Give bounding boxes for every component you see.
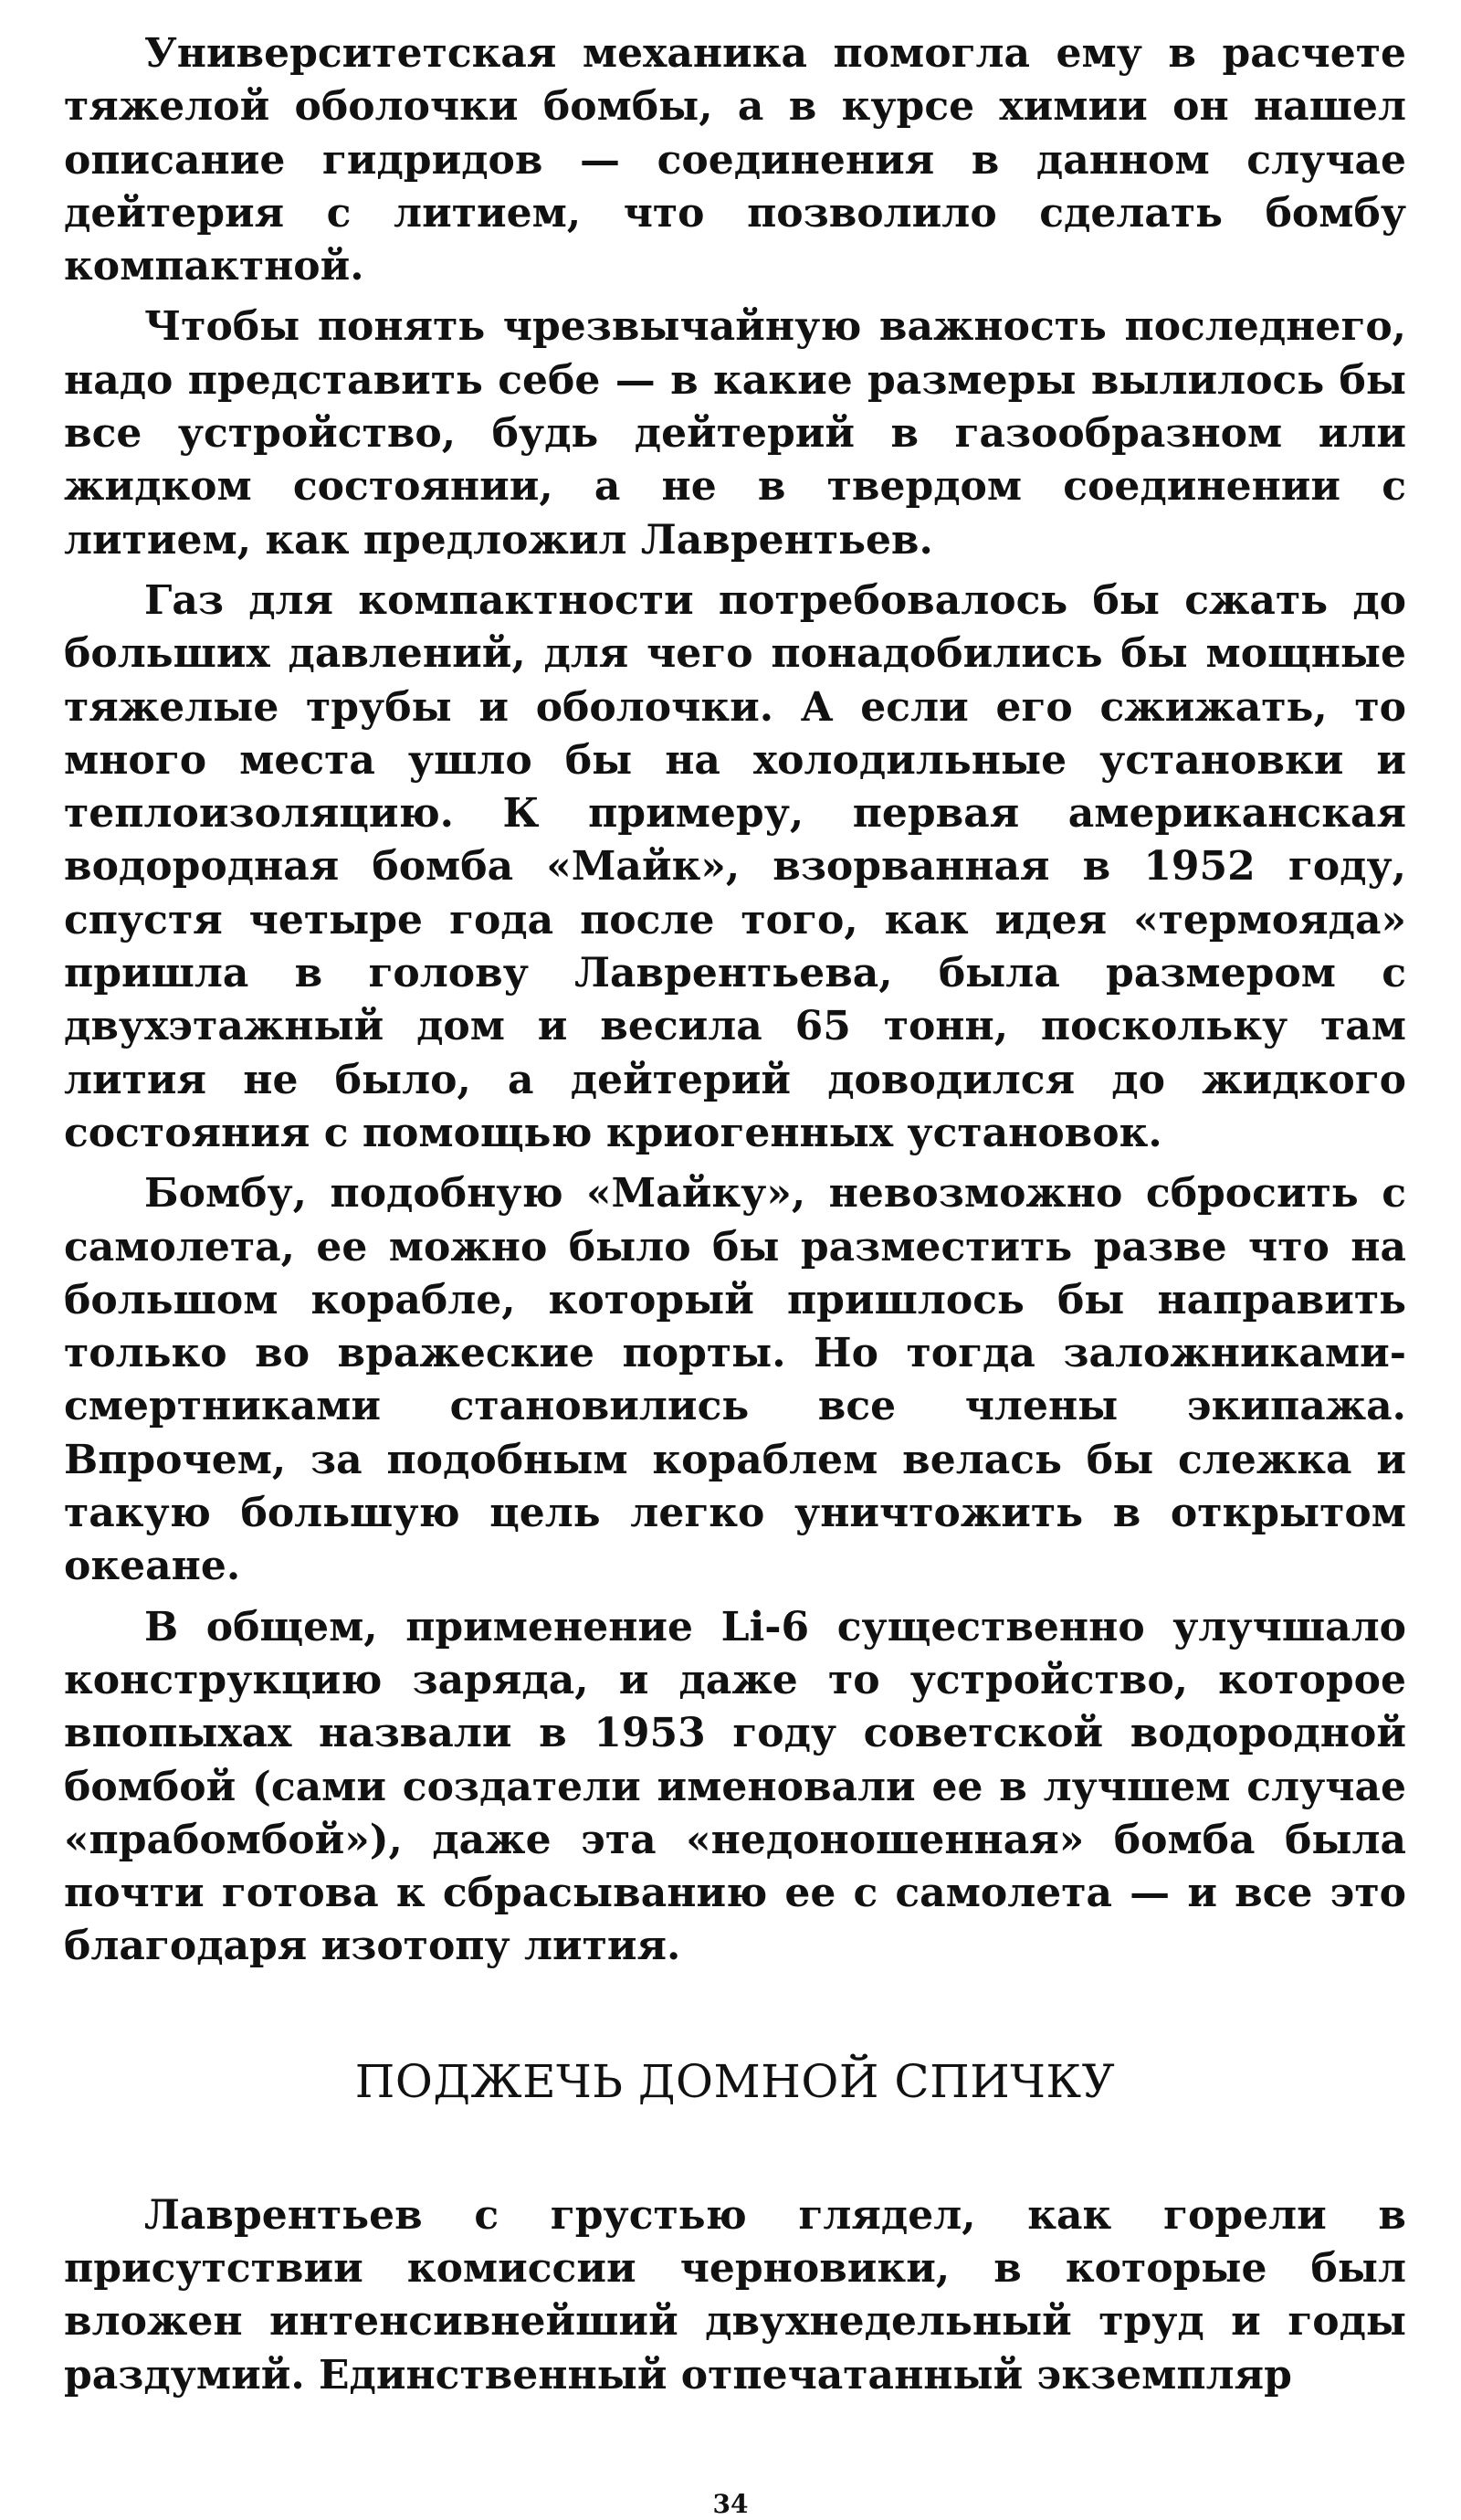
section-heading: ПОДЖЕЧЬ ДОМНОЙ СПИЧКУ <box>354 2054 1116 2108</box>
paragraph-6: Лаврентьев с грустью глядел, как горели в присутствии комиссии черновики, в которые был вложен интенсивнейший двухнедельный труд и годы раздумий. Единственный отпечатанный экземпляр <box>64 2191 1406 2399</box>
paragraph-5: В общем, применение Li-6 существенно улучшало конструкцию заряда, и даже то устройство, которое впопыхах назвали в 1953 году советской водородной бомбой (сами создатели именовали ее в лучшем случае «прабомбой»), даже эта «недоношенная» бомба была почти готова к сбрасыванию ее с самолета — и все это благодаря изотопу лития. <box>64 1603 1406 1970</box>
paragraph-3: Газ для компактности потребовалось бы сжать до больших давлений, для чего понадобились бы мощные тяжелые трубы и оболочки. А если его сжижать, то много места ушло бы на холодильные установки и теплоизоляцию. К примеру, первая американская водородная бомба «Майк», взорванная в 1952 году, спустя четыре года после того, как идея «термояда» пришла в голову Лаврентьева, была размером с двухэтажный дом и весила 65 тонн, поскольку там лития не было, а дейтерий доводился до жидкого состояния с помощью криогенных установок. <box>64 576 1406 1156</box>
page-number: 34 <box>712 2489 749 2519</box>
book-page <box>64 27 1406 2409</box>
paragraph-2: Чтобы понять чрезвычайную важность последнего, надо представить себе — в какие размеры вылилось бы все устройство, будь дейтерий в газообразном или жидком состоянии, а не в твердом соединении с литием, как предложил Лаврентьев. <box>64 303 1406 564</box>
paragraph-4: Бомбу, подобную «Майку», невозможно сбросить с самолета, ее можно было бы разместить разве что на большом корабле, который пришлось бы направить только во вражеские порты. Но тогда заложниками-смертниками становились все члены экипажа. Впрочем, за подобным кораблем велась бы слежка и такую большую цель легко уничтожить в открытом океане. <box>64 1170 1406 1590</box>
paragraph-1: Университетская механика помогла ему в расчете тяжелой оболочки бомбы, а в курсе химии он нашел описание гидридов — соединения в данном случае дейтерия с литием, что позволило сделать бомбу компактной. <box>64 30 1406 290</box>
